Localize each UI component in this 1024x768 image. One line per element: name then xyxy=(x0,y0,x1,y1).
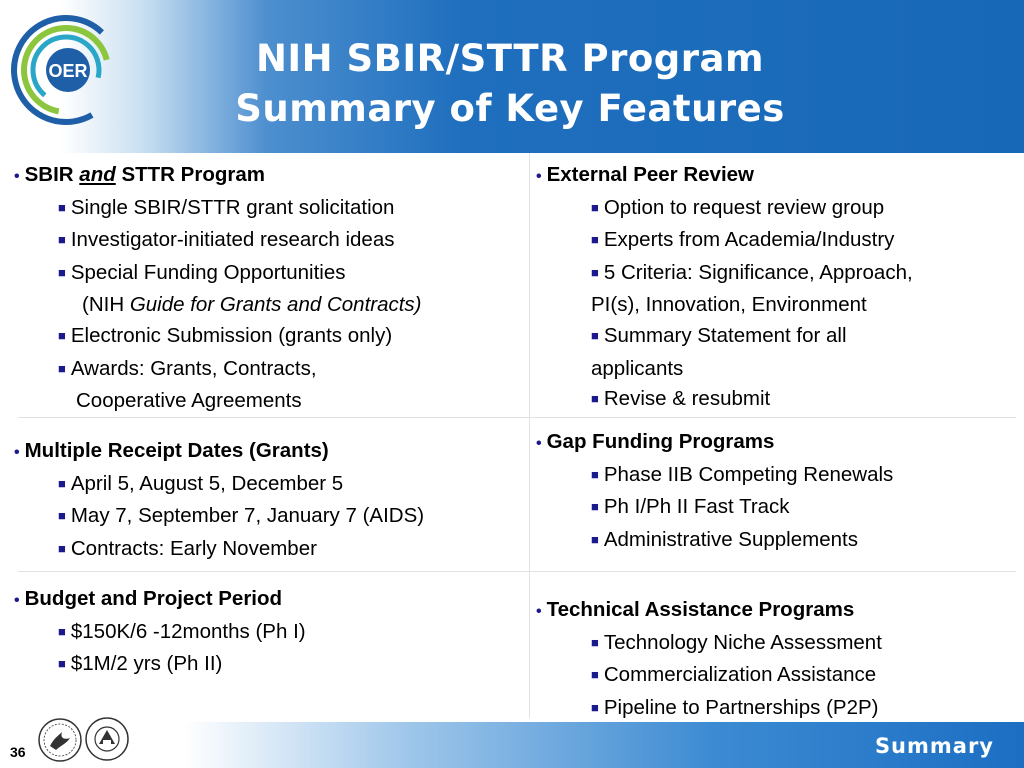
square-bullet-icon: ■ xyxy=(58,540,66,556)
receipt-dates-heading: • Multiple Receipt Dates (Grants) xyxy=(14,439,329,462)
list-item: ■ Investigator-initiated research ideas xyxy=(58,228,395,252)
peer-review-cell xyxy=(536,160,913,417)
list-item: ■ $1M/2 yrs (Ph II) xyxy=(58,652,223,676)
square-bullet-icon: ■ xyxy=(58,232,66,248)
list-item: ■ Contracts: Early November xyxy=(58,536,317,560)
program-heading: • SBIR and STTR Program xyxy=(14,163,265,186)
budget-heading: • Budget and Project Period xyxy=(14,587,283,610)
square-bullet-icon: ■ xyxy=(591,264,599,280)
list-item: ■ Phase IIB Competing Renewals xyxy=(591,462,894,486)
hhs-seal-icon xyxy=(36,716,84,764)
list-item-continuation: Cooperative Agreements xyxy=(76,389,302,413)
list-item: ■ Awards: Grants, Contracts, xyxy=(58,356,317,380)
list-item: ■ Pipeline to Partnerships (P2P) xyxy=(591,695,879,719)
list-item: ■ May 7, September 7, January 7 (AIDS) xyxy=(58,504,425,528)
list-item: ■ Ph I/Ph II Fast Track xyxy=(591,495,790,519)
square-bullet-icon: ■ xyxy=(58,508,66,524)
square-bullet-icon: ■ xyxy=(591,327,599,343)
square-bullet-icon: ■ xyxy=(591,667,599,683)
square-bullet-icon: ■ xyxy=(591,232,599,248)
square-bullet-icon: ■ xyxy=(58,656,66,672)
square-bullet-icon: ■ xyxy=(591,634,599,650)
list-item: ■ Electronic Submission (grants only) xyxy=(58,323,393,347)
peer-review-heading: • External Peer Review xyxy=(536,163,755,186)
square-bullet-icon: ■ xyxy=(591,531,599,547)
oer-logo xyxy=(6,14,136,126)
gap-funding-heading: • Gap Funding Programs xyxy=(536,430,775,453)
list-item: ■ Commercialization Assistance xyxy=(591,663,877,687)
svg-text:OER: OER xyxy=(48,61,88,81)
list-item: ■ Special Funding Opportunities xyxy=(58,260,346,284)
square-bullet-icon: ■ xyxy=(591,699,599,715)
square-bullet-icon: ■ xyxy=(591,466,599,482)
square-bullet-icon: ■ xyxy=(58,623,66,639)
gap-funding-cell xyxy=(536,427,893,557)
program-cell xyxy=(14,160,422,417)
receipt-dates-cell xyxy=(14,436,424,566)
list-item-continuation: PI(s), Innovation, Environment xyxy=(591,293,867,317)
square-bullet-icon: ■ xyxy=(58,264,66,280)
list-item: ■ Administrative Supplements xyxy=(591,527,858,551)
square-bullet-icon: ■ xyxy=(58,475,66,491)
section-label: Summary xyxy=(874,734,994,758)
list-item: ■ Single SBIR/STTR grant solicitation xyxy=(58,195,395,219)
title-line-1: NIH SBIR/STTR Program xyxy=(255,37,765,80)
row-divider xyxy=(18,417,1016,418)
nih-seal-icon xyxy=(84,714,130,764)
page-title xyxy=(170,34,850,134)
list-item: ■ Technology Niche Assessment xyxy=(591,630,882,654)
list-item: ■ Experts from Academia/Industry xyxy=(591,228,895,252)
square-bullet-icon: ■ xyxy=(591,499,599,515)
square-bullet-icon: ■ xyxy=(58,199,66,215)
list-item: ■ Summary Statement for all xyxy=(591,323,847,347)
page-number: 36 xyxy=(10,744,26,760)
budget-cell xyxy=(14,584,306,682)
header-banner xyxy=(0,0,1024,153)
square-bullet-icon: ■ xyxy=(58,360,66,376)
square-bullet-icon: ■ xyxy=(58,327,66,343)
square-bullet-icon: ■ xyxy=(591,391,599,407)
list-item: ■ Revise & resubmit xyxy=(591,387,771,411)
list-item: ■ 5 Criteria: Significance, Approach, xyxy=(591,260,913,284)
column-divider xyxy=(529,153,530,718)
row-divider xyxy=(18,571,1016,572)
title-line-2: Summary of Key Features xyxy=(235,87,785,130)
list-item: ■ $150K/6 -12months (Ph I) xyxy=(58,619,306,643)
square-bullet-icon: ■ xyxy=(591,199,599,215)
list-item: ■ Option to request review group xyxy=(591,195,885,219)
technical-assistance-cell xyxy=(536,595,882,725)
technical-assistance-heading: • Technical Assistance Programs xyxy=(536,598,855,621)
footer-bar xyxy=(0,722,1024,768)
list-item-continuation: applicants xyxy=(591,356,684,380)
list-item: ■ April 5, August 5, December 5 xyxy=(58,471,344,495)
list-item-continuation: (NIH Guide for Grants and Contracts) xyxy=(82,293,422,317)
